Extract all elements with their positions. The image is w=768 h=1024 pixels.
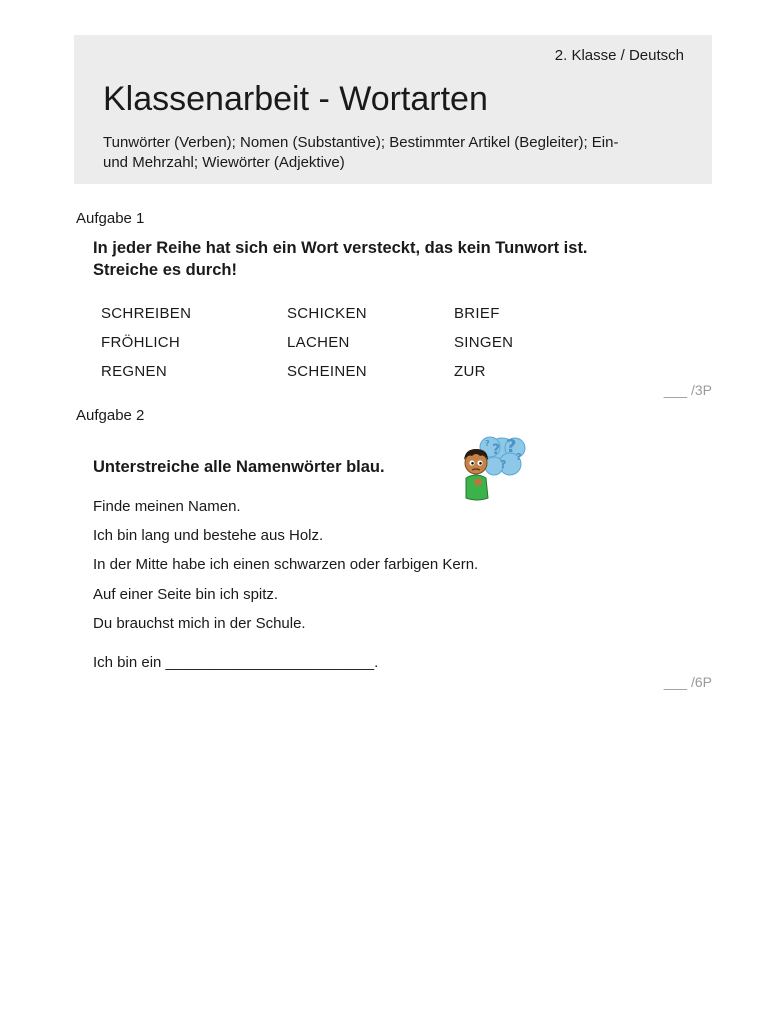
riddle-line: Du brauchst mich in der Schule. — [93, 614, 306, 632]
grade-subject: 2. Klasse / Deutsch — [554, 47, 684, 64]
word-row — [101, 299, 581, 328]
instruction-line: Streiche es durch! — [93, 261, 237, 279]
task-1-instruction — [93, 237, 588, 281]
riddle-text — [93, 496, 478, 642]
svg-text:?: ? — [516, 452, 522, 463]
worksheet-header — [74, 35, 712, 184]
word-cell: FRÖHLICH — [101, 334, 181, 351]
answer-line[interactable]: Ich bin ein _________________________. — [93, 654, 379, 671]
instruction-line: In jeder Reihe hat sich ein Wort versteckt, das kein Tunwort ist. — [93, 239, 588, 257]
word-cell: SINGEN — [454, 334, 514, 351]
word-cell: LACHEN — [287, 334, 350, 351]
task-2-score: ___ /6P — [663, 674, 712, 690]
word-row — [101, 328, 581, 357]
svg-text:?: ? — [506, 436, 517, 457]
riddle-line: Auf einer Seite bin ich spitz. — [93, 585, 279, 603]
thinking-boy-illustration — [452, 432, 532, 504]
svg-text:?: ? — [492, 442, 501, 458]
word-cell: SCHREIBEN — [101, 305, 192, 322]
word-cell: SCHICKEN — [287, 305, 367, 322]
task-2-label: Aufgabe 2 — [76, 407, 145, 424]
word-cell: SCHEINEN — [287, 363, 367, 380]
riddle-line: Finde meinen Namen. — [93, 498, 241, 515]
riddle-line: Ich bin lang und bestehe aus Holz. — [93, 527, 324, 545]
word-cell: BRIEF — [454, 305, 500, 322]
word-cell: ZUR — [454, 363, 486, 380]
topics-list — [103, 133, 683, 173]
svg-text:?: ? — [485, 439, 490, 448]
word-row — [101, 357, 581, 386]
topics-line: Tunwörter (Verben); Nomen (Substantive); Bestimmter Artikel (Begleiter); Ein- — [103, 134, 619, 151]
word-cell: REGNEN — [101, 363, 167, 380]
task-2-instruction: Unterstreiche alle Namenwörter blau. — [93, 458, 385, 476]
task-1-label: Aufgabe 1 — [76, 210, 145, 227]
svg-text:?: ? — [500, 458, 507, 471]
topics-line: und Mehrzahl; Wiewörter (Adjektive) — [103, 154, 345, 171]
task-1-score: ___ /3P — [663, 382, 712, 398]
page-title: Klassenarbeit - Wortarten — [103, 80, 488, 118]
thinking-boy-icon — [452, 432, 532, 504]
word-grid — [101, 299, 581, 386]
riddle-line: In der Mitte habe ich einen schwarzen oder farbigen Kern. — [93, 556, 479, 574]
